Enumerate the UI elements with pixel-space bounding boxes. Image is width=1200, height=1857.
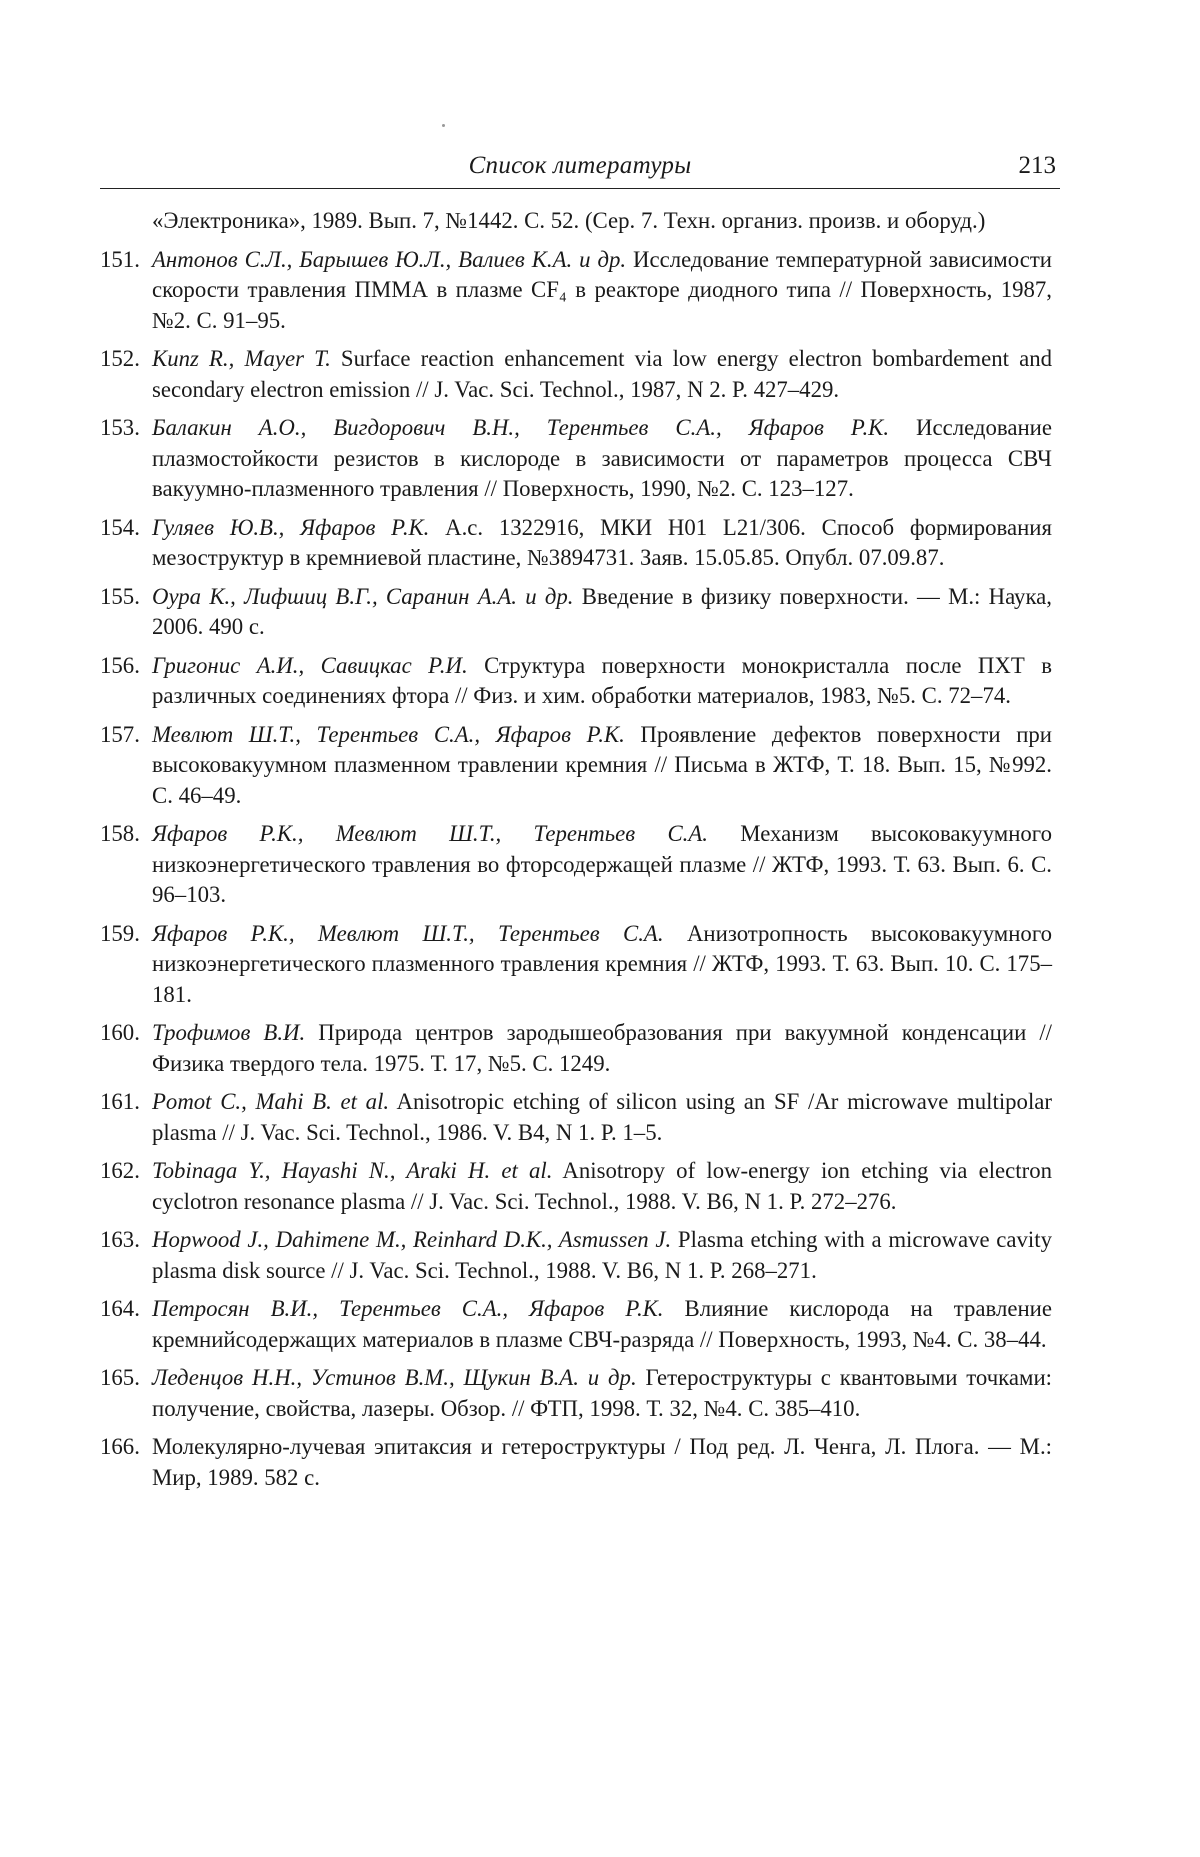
running-title: Список литературы [468,152,692,179]
reference-text: Анизотропность высоковакуумного низкоэнергетического плазменного травления кремния // ЖТФ, 1993. Т. 63. Вып. 10. С. 175–181. [152,920,1053,1007]
reference-text: А.с. 1322916, МКИ H01 L21/306. Способ формирования мезоструктур в кремниевой пластине, №3894731. Заяв. 15.05.85. Опубл. 07.09.87. [152,514,1052,570]
reference-text: Anisotropy of low-energy ion etching via electron cyclotron resonance plasma // J. Vac. Sci. Technol., 1988. V. B6, N 1. P. 272–276. [152,1158,1053,1214]
reference-item [100,1225,1052,1286]
reference-item [100,513,1052,574]
reference-number: 164. [100,1296,140,1321]
reference-text: Исследование плазмостойкости резистов в кислороде в зависимости от параметров процесса СВЧ вакуумно-плазменного травления // Поверхность, 1990, №2. С. 123–127. [152,415,1052,501]
reference-entries [100,245,1052,1494]
reference-authors: Гуляев Ю.В., Яфаров Р.К. [152,514,430,540]
running-header [100,152,1060,189]
reference-text: Введение в физику поверхности. — М.: Наука, 2006. 490 с. [152,583,1052,639]
reference-item [100,919,1052,1011]
reference-number: 162. [100,1158,140,1183]
reference-number: 166. [100,1434,140,1459]
reference-number: 159. [100,920,140,946]
reference-item [100,245,1052,337]
reference-text: Влияние кислорода на травление кремнийсодержащих материалов в плазме СВЧ-разряда // Поверхность, 1993, №4. С. 38–44. [152,1296,1052,1352]
reference-authors: Pomot C., Mahi B. et al. [152,1089,390,1114]
reference-text: Исследование температурной зависимости скорости травления ПММА в плазме CF₄ в реакторе диодного типа // Поверхность, 1987, №2. С. 91–95. [152,246,1052,333]
reference-text: Природа центров зародышеобразования при вакуумной конденсации // Физика твердого тела. 1975. Т. 17, №5. С. 1249. [152,1020,1052,1076]
reference-authors: Hopwood J., Dahimene M., Reinhard D.K., Asmussen J. [152,1227,672,1252]
reference-text: Plasma etching with a microwave cavity plasma disk source // J. Vac. Sci. Technol., 1988. V. B6, N 1. P. 268–271. [152,1227,1052,1283]
reference-number: 157. [100,721,140,747]
reference-item [100,819,1052,911]
reference-continuation: «Электроника», 1989. Вып. 7, №1442. С. 52. (Сер. 7. Техн. организ. произв. и оборуд.) [152,208,986,233]
reference-authors: Петросян В.И., Терентьев С.А., Яфаров Р.К. [152,1296,664,1321]
reference-number: 154. [100,514,140,540]
reference-item [100,1363,1052,1424]
reference-number: 165. [100,1365,140,1390]
reference-text: Anisotropic etching of silicon using an SF /Ar microwave multipolar plasma // J. Vac. Sci. Technol., 1986. V. B4, N 1. P. 1–5. [152,1089,1052,1145]
reference-item [100,582,1052,643]
reference-authors: Леденцов Н.Н., Устинов В.М., Щукин В.А. и др. [152,1365,637,1390]
reference-number: 160. [100,1020,140,1045]
reference-authors: Григонис А.И., Савицкас Р.И. [152,652,468,678]
reference-authors: Мевлют Ш.Т., Терентьев С.А., Яфаров Р.К. [152,721,625,747]
reference-list [100,206,1052,1501]
reference-number: 153. [100,415,140,440]
reference-authors: Яфаров Р.К., Мевлют Ш.Т., Терентьев С.А. [152,920,664,946]
reference-text: Молекулярно-лучевая эпитаксия и гетероструктуры / Под ред. Л. Ченга, Л. Плога. — М.: Мир, 1989. 582 с. [152,1434,1052,1490]
reference-item [100,413,1052,505]
reference-item [100,720,1052,812]
reference-number: 151. [100,246,140,272]
reference-authors: Яфаров Р.К., Мевлют Ш.Т., Терентьев С.А. [152,821,708,846]
reference-item [100,1018,1052,1079]
reference-text: Surface reaction enhancement via low energy electron bombardement and secondary electron emission // J. Vac. Sci. Technol., 1987, N 2. P. 427–429. [152,346,1053,402]
reference-number: 161. [100,1089,140,1114]
reference-authors: Трофимов В.И. [152,1020,306,1045]
reference-authors: Kunz R., Mayer T. [152,346,331,371]
reference-authors: Оура К., Лифшиц В.Г., Саранин А.А. и др. [152,583,574,609]
reference-authors: Балакин А.О., Вигдорович В.Н., Терентьев С.А., Яфаров Р.К. [152,415,890,440]
reference-item [100,344,1052,405]
reference-item [100,1432,1052,1493]
reference-number: 156. [100,652,140,678]
reference-item [100,1156,1052,1217]
reference-text: Структура поверхности монокристалла после ПХТ в различных соединениях фтора // Физ. и хим. обработки материалов, 1983, №5. С. 72–74. [152,652,1053,708]
reference-text: Механизм высоковакуумного низкоэнергетического травления во фторсодержащей плазме // ЖТФ, 1993. Т. 63. Вып. 6. С. 96–103. [152,821,1052,907]
reference-number: 155. [100,583,140,609]
reference-text: Проявление дефектов поверхности при высоковакуумном плазменном травлении кремния // Письма в ЖТФ, Т. 18. Вып. 15, №992. С. 46–49. [152,721,1052,808]
reference-item [100,1294,1052,1355]
reference-item [100,1087,1052,1148]
page-number: 213 [1018,152,1056,179]
speck-mark [442,124,445,127]
reference-number: 158. [100,821,140,846]
reference-authors: Tobinaga Y., Hayashi N., Araki H. et al. [152,1158,553,1183]
reference-authors: Антонов С.Л., Барышев Ю.Л., Валиев К.А. и др. [152,246,627,272]
reference-number: 152. [100,346,140,371]
reference-item [100,651,1052,712]
reference-text: Гетероструктуры с квантовыми точками: получение, свойства, лазеры. Обзор. // ФТП, 1998. Т. 32, №4. С. 385–410. [152,1365,1052,1421]
reference-number: 163. [100,1227,140,1252]
